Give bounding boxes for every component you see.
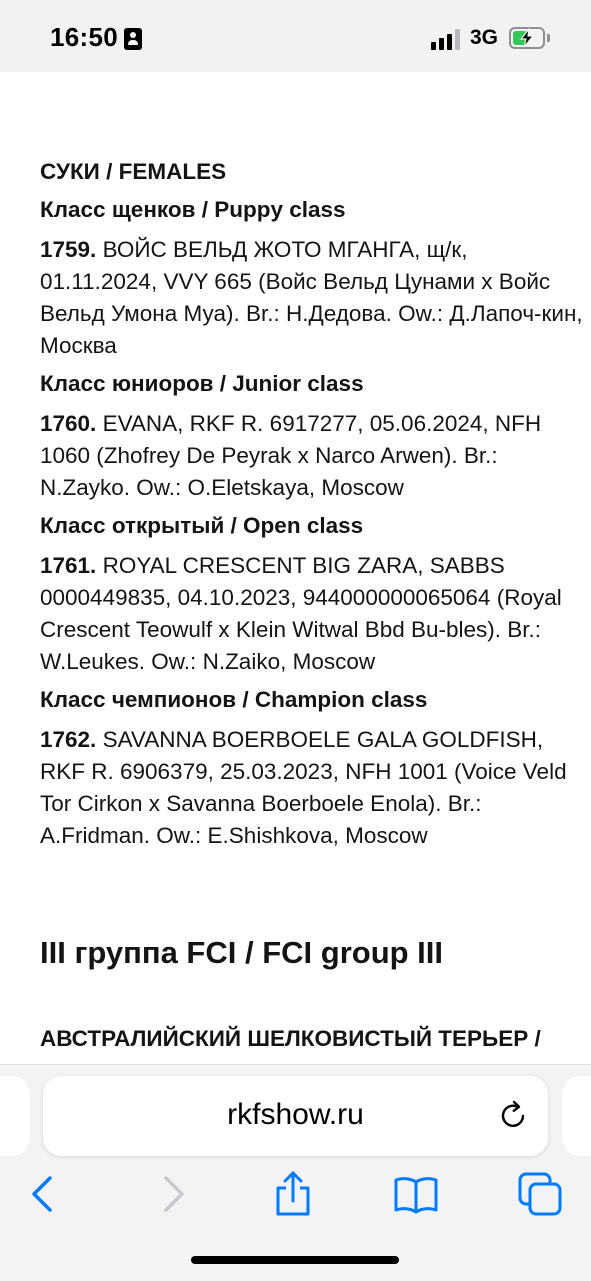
tabs-button[interactable]: [516, 1170, 564, 1218]
home-indicator: [191, 1256, 399, 1264]
signal-icon: [431, 28, 461, 50]
forward-button[interactable]: [148, 1170, 196, 1218]
bookmarks-icon: [392, 1170, 440, 1218]
entry-number: 1762.: [40, 727, 97, 752]
class-title-open: Класс открытый / Open class: [40, 513, 364, 538]
entry-text: ROYAL CRESCENT BIG ZARA, SABBS 0000449835, 04.10.2023, 944000000065064 (Royal Crescent Teowulf x Klein Witwal Bbd Bu-bles). Br.: W.Leukes. Ow.: N.Zaiko, Moscow: [40, 553, 562, 674]
address-bar[interactable]: [43, 1076, 548, 1156]
address-text[interactable]: rkfshow.ru: [227, 1098, 364, 1131]
browser-nav-row: [0, 1166, 591, 1222]
share-icon: [269, 1170, 317, 1218]
back-button[interactable]: [20, 1170, 68, 1218]
catalog-entry: [40, 408, 585, 504]
group-title: III группа FCI / FCI group III: [40, 935, 444, 970]
previous-tab-peek[interactable]: [0, 1076, 30, 1156]
back-icon: [20, 1170, 68, 1218]
bookmarks-button[interactable]: [392, 1170, 440, 1218]
status-bar: [0, 0, 591, 72]
reload-icon[interactable]: [497, 1098, 531, 1132]
status-time: 16:50: [50, 22, 118, 52]
entry-number: 1759.: [40, 237, 97, 262]
class-title-champion: Класс чемпионов / Champion class: [40, 687, 428, 712]
class-title-junior: Класс юниоров / Junior class: [40, 371, 364, 396]
breed-title: АВСТРАЛИЙСКИЙ ШЕЛКОВИСТЫЙ ТЕРЬЕР /: [40, 1026, 541, 1051]
catalog-entry: [40, 234, 585, 362]
catalog-entry: [40, 724, 585, 852]
catalog-content: [40, 156, 585, 858]
entry-text: SAVANNA BOERBOELE GALA GOLDFISH, RKF R. 6906379, 25.03.2023, NFH 1001 (Voice Veld Tor Cirkon x Savanna Boerboele Enola). Br.: A.Fridman. Ow.: E.Shishkova, Moscow: [40, 727, 567, 848]
entry-text: EVANA, RKF R. 6917277, 05.06.2024, NFH 1060 (Zhofrey De Peyrak x Narco Arwen). Br.: N.Zayko. Ow.: O.Eletskaya, Moscow: [40, 411, 542, 500]
battery-cap: [547, 34, 550, 42]
charging-bolt-icon: [516, 28, 538, 48]
class-title-puppy: Класс щенков / Puppy class: [40, 197, 346, 222]
entry-text: ВОЙС ВЕЛЬД ЖОТО МГАНГА, щ/к, 01.11.2024, VVY 665 (Войс Вельд Цунами х Войс Вельд Умона Муа). Br.: Н.Дедова. Ow.: Д.Лапоч-кин, Москва: [40, 237, 583, 358]
tabs-icon: [516, 1170, 564, 1218]
network-type: 3G: [470, 26, 499, 49]
next-tab-peek[interactable]: [562, 1076, 591, 1156]
forward-icon: [148, 1170, 196, 1218]
catalog-entry: [40, 550, 585, 678]
section-title: СУКИ / FEMALES: [40, 159, 227, 184]
entry-number: 1761.: [40, 553, 97, 578]
share-button[interactable]: [269, 1170, 317, 1218]
entry-number: 1760.: [40, 411, 97, 436]
contact-card-icon: [124, 28, 142, 50]
